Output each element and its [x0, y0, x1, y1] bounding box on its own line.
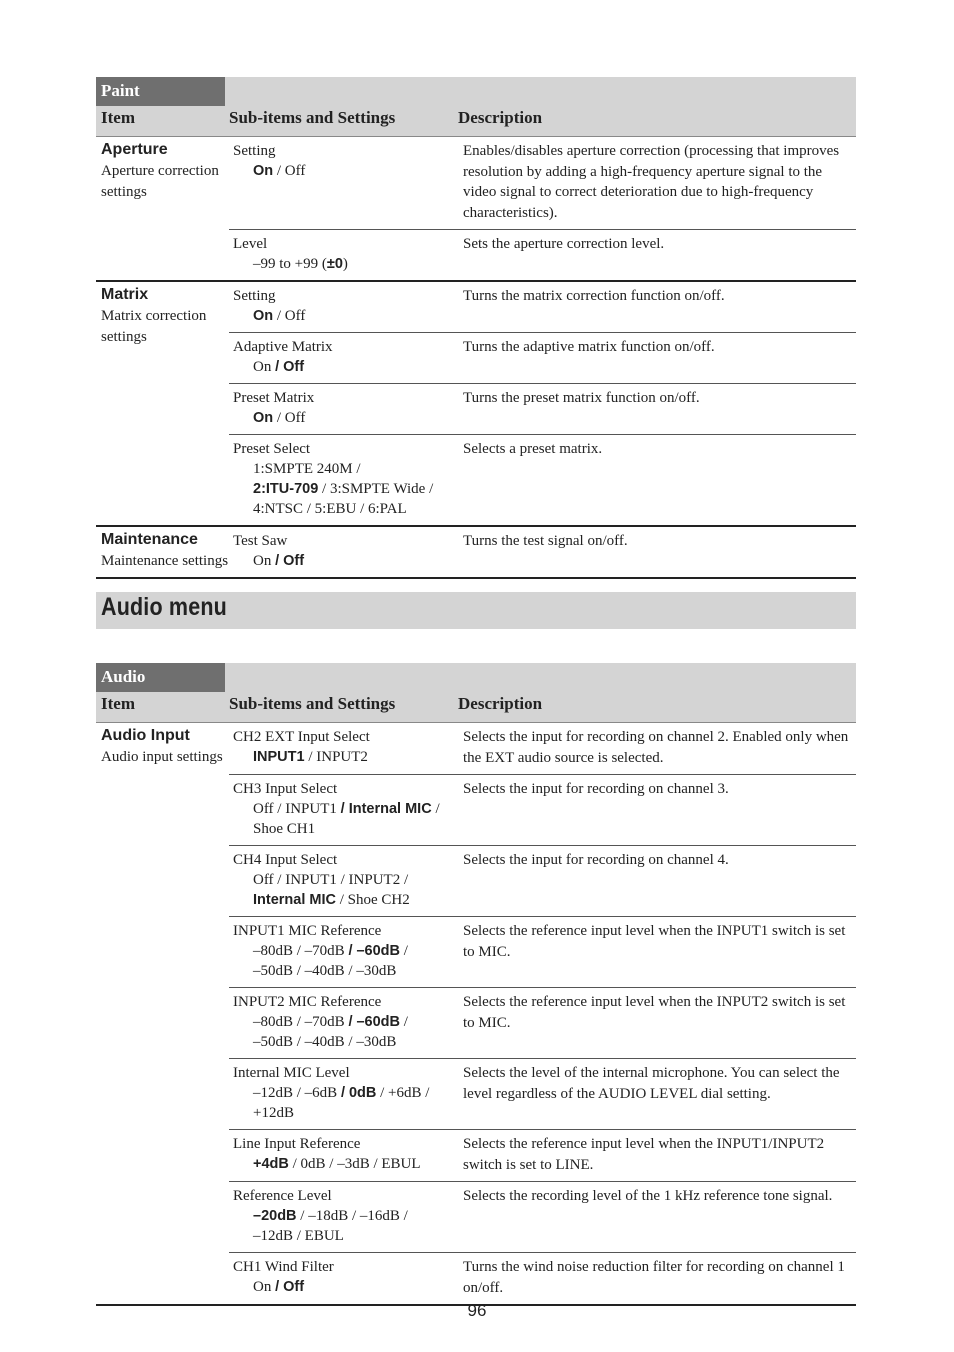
- sub-item-cell: [229, 1182, 458, 1252]
- setting-value: / +6dB / +12dB: [253, 1085, 430, 1121]
- default-value: / Off: [275, 553, 305, 569]
- settings-values: [233, 1206, 454, 1246]
- description-cell: Selects the recording level of the 1 kHz reference tone signal.: [463, 1188, 833, 1204]
- table-row: [229, 723, 856, 775]
- setting-value: On: [253, 553, 276, 569]
- setting-value: / INPUT2: [304, 749, 368, 765]
- table-row: [229, 1059, 856, 1130]
- item-description: Maintenance settings: [101, 553, 229, 569]
- sub-item-name: Level: [233, 236, 268, 252]
- sub-item-name: Preset Matrix: [233, 390, 315, 406]
- default-value: +4dB: [253, 1156, 289, 1172]
- section-tag: Paint: [96, 77, 225, 106]
- description-cell: Turns the test signal on/off.: [463, 533, 628, 549]
- item-cell: [96, 527, 229, 577]
- sub-item-cell: [229, 723, 458, 774]
- setting-value: / Off: [273, 163, 306, 179]
- item-name: Aperture: [101, 141, 168, 158]
- item-cell: [96, 723, 229, 1304]
- item-group: [96, 282, 856, 527]
- default-value: Internal MIC: [253, 892, 336, 908]
- setting-value: –80dB / –70dB: [253, 1014, 349, 1030]
- setting-value: ): [342, 256, 348, 272]
- settings-values: [233, 1154, 454, 1174]
- sub-item-cell: [229, 1059, 458, 1129]
- sub-item-cell: [229, 988, 458, 1058]
- setting-value: 1:SMPTE 240M /: [253, 461, 361, 477]
- sub-item-rows: [229, 723, 856, 1304]
- column-header-sub: Sub-items and Settings: [229, 694, 396, 713]
- setting-value: Off / INPUT1 / INPUT2 /: [253, 872, 409, 888]
- table-header: [96, 663, 856, 723]
- description-cell: Sets the aperture correction level.: [463, 236, 665, 252]
- default-value: / Off: [275, 1279, 305, 1295]
- sub-item-name: Reference Level: [233, 1188, 332, 1204]
- setting-value: –12dB / –6dB: [253, 1085, 341, 1101]
- table-row: [229, 282, 856, 333]
- sub-item-name: CH2 EXT Input Select: [233, 729, 370, 745]
- table-row: [229, 775, 856, 846]
- settings-values: [233, 254, 454, 274]
- description-cell: Selects the input for recording on channel 3.: [463, 781, 729, 797]
- sub-item-name: CH1 Wind Filter: [233, 1259, 334, 1275]
- table-row: [229, 333, 856, 384]
- setting-value: On: [253, 359, 276, 375]
- item-group: [96, 527, 856, 579]
- settings-values: [233, 870, 454, 910]
- item-name: Maintenance: [101, 531, 198, 548]
- setting-value: Off / INPUT1: [253, 801, 341, 817]
- sub-item-cell: [229, 435, 458, 525]
- setting-value: –99 to +99 (: [253, 256, 327, 272]
- sub-item-name: Test Saw: [233, 533, 288, 549]
- sub-item-name: Internal MIC Level: [233, 1065, 350, 1081]
- sub-item-name: CH4 Input Select: [233, 852, 338, 868]
- description-cell: Selects the reference input level when the INPUT2 switch is set to MIC.: [463, 994, 846, 1031]
- sub-item-cell: [229, 137, 458, 229]
- description-cell: Selects a preset matrix.: [463, 441, 603, 457]
- table-row: [229, 1130, 856, 1182]
- table-row: [229, 384, 856, 435]
- sub-item-cell: [229, 1130, 458, 1181]
- sub-item-cell: [229, 527, 458, 577]
- settings-values: [233, 799, 454, 839]
- default-value: On: [253, 163, 274, 179]
- settings-values: [233, 1012, 454, 1052]
- table-row: [229, 230, 856, 280]
- settings-values: [233, 459, 454, 519]
- description-cell: Selects the reference input level when the INPUT1/INPUT2 switch is set to LINE.: [463, 1136, 825, 1173]
- paint-table: [96, 77, 856, 579]
- column-header-desc: Description: [458, 108, 543, 127]
- default-value: On: [253, 308, 274, 324]
- setting-value: / Off: [273, 410, 306, 426]
- setting-value: On: [253, 1279, 276, 1295]
- sub-item-cell: [229, 384, 458, 434]
- sub-item-name: INPUT1 MIC Reference: [233, 923, 382, 939]
- item-name: Audio Input: [101, 727, 190, 744]
- item-description: Audio input settings: [101, 749, 223, 765]
- section-banner: [96, 592, 856, 629]
- setting-value: / –50dB / –40dB / –30dB: [253, 943, 408, 979]
- table-body: [96, 723, 856, 1306]
- sub-item-cell: [229, 230, 458, 280]
- column-header-item: Item: [101, 694, 135, 713]
- settings-values: [233, 551, 454, 571]
- item-group: [96, 723, 856, 1306]
- description-cell: Enables/disables aperture correction (processing that improves resolution by adding a high-frequency aperture signal to the video signal to correct deterioration due to high-frequency characteristics).: [463, 143, 840, 221]
- setting-value: / Shoe CH1: [253, 801, 440, 837]
- default-value: / 0dB: [340, 1085, 377, 1101]
- sub-item-name: Setting: [233, 143, 276, 159]
- item-description: Matrix correction settings: [101, 308, 207, 345]
- audio-table: [96, 663, 856, 1306]
- description-cell: Turns the matrix correction function on/off.: [463, 288, 725, 304]
- description-cell: Turns the adaptive matrix function on/off.: [463, 339, 715, 355]
- table-row: [229, 137, 856, 230]
- sub-item-rows: [229, 282, 856, 525]
- default-value: 2:ITU-709: [253, 481, 319, 497]
- settings-values: [233, 161, 454, 181]
- sub-item-rows: [229, 527, 856, 577]
- item-name: Matrix: [101, 286, 149, 303]
- settings-values: [233, 306, 454, 326]
- section-tag: Audio: [96, 663, 225, 692]
- setting-value: / Shoe CH2: [335, 892, 410, 908]
- section-title: Audio menu: [101, 593, 227, 621]
- item-cell: [96, 282, 229, 525]
- setting-value: / –18dB / –16dB / –12dB / EBUL: [253, 1208, 408, 1244]
- default-value: On: [253, 410, 274, 426]
- item-description: Aperture correction settings: [101, 163, 219, 200]
- table-row: [229, 1253, 856, 1304]
- sub-item-name: CH3 Input Select: [233, 781, 338, 797]
- page-number: 96: [467, 1301, 487, 1320]
- default-value: / –60dB: [348, 1014, 401, 1030]
- description-cell: Selects the input for recording on channel 4.: [463, 852, 729, 868]
- default-value: / Off: [275, 359, 305, 375]
- table-row: [229, 527, 856, 577]
- settings-values: [233, 941, 454, 981]
- sub-item-cell: [229, 1253, 458, 1304]
- sub-item-name: Setting: [233, 288, 276, 304]
- setting-value: –80dB / –70dB: [253, 943, 349, 959]
- table-header: [96, 77, 856, 137]
- settings-values: [233, 357, 454, 377]
- default-value: / –60dB: [348, 943, 401, 959]
- table-row: [229, 846, 856, 917]
- table-row: [229, 917, 856, 988]
- item-group: [96, 137, 856, 282]
- sub-item-name: INPUT2 MIC Reference: [233, 994, 382, 1010]
- sub-item-rows: [229, 137, 856, 280]
- settings-values: [233, 1277, 454, 1297]
- description-cell: Selects the level of the internal microphone. You can select the level regardless of the AUDIO LEVEL dial setting.: [463, 1065, 840, 1102]
- setting-value: / –50dB / –40dB / –30dB: [253, 1014, 408, 1050]
- table-row: [229, 435, 856, 525]
- sub-item-name: Adaptive Matrix: [233, 339, 333, 355]
- table-body: [96, 137, 856, 579]
- column-header-sub: Sub-items and Settings: [229, 108, 396, 127]
- default-value: –20dB: [253, 1208, 297, 1224]
- column-header-item: Item: [101, 108, 135, 127]
- setting-value: / 0dB / –3dB / EBUL: [288, 1156, 421, 1172]
- column-header-desc: Description: [458, 694, 543, 713]
- table-row: [229, 988, 856, 1059]
- sub-item-name: Line Input Reference: [233, 1136, 361, 1152]
- description-cell: Turns the preset matrix function on/off.: [463, 390, 700, 406]
- default-value: INPUT1: [253, 749, 305, 765]
- description-cell: Selects the reference input level when the INPUT1 switch is set to MIC.: [463, 923, 846, 960]
- settings-values: [233, 747, 454, 767]
- default-value: ±0: [326, 256, 343, 272]
- description-cell: Selects the input for recording on channel 2. Enabled only when the EXT audio source is selected.: [463, 729, 849, 766]
- sub-item-cell: [229, 917, 458, 987]
- sub-item-name: Preset Select: [233, 441, 311, 457]
- default-value: / Internal MIC: [340, 801, 432, 817]
- sub-item-cell: [229, 775, 458, 845]
- item-cell: [96, 137, 229, 280]
- table-row: [229, 1182, 856, 1253]
- settings-values: [233, 1083, 454, 1123]
- settings-values: [233, 408, 454, 428]
- setting-value: / Off: [273, 308, 306, 324]
- sub-item-cell: [229, 333, 458, 383]
- setting-value: / 3:SMPTE Wide / 4:NTSC / 5:EBU / 6:PAL: [253, 481, 434, 517]
- sub-item-cell: [229, 282, 458, 332]
- description-cell: Turns the wind noise reduction filter for recording on channel 1 on/off.: [463, 1259, 845, 1296]
- sub-item-cell: [229, 846, 458, 916]
